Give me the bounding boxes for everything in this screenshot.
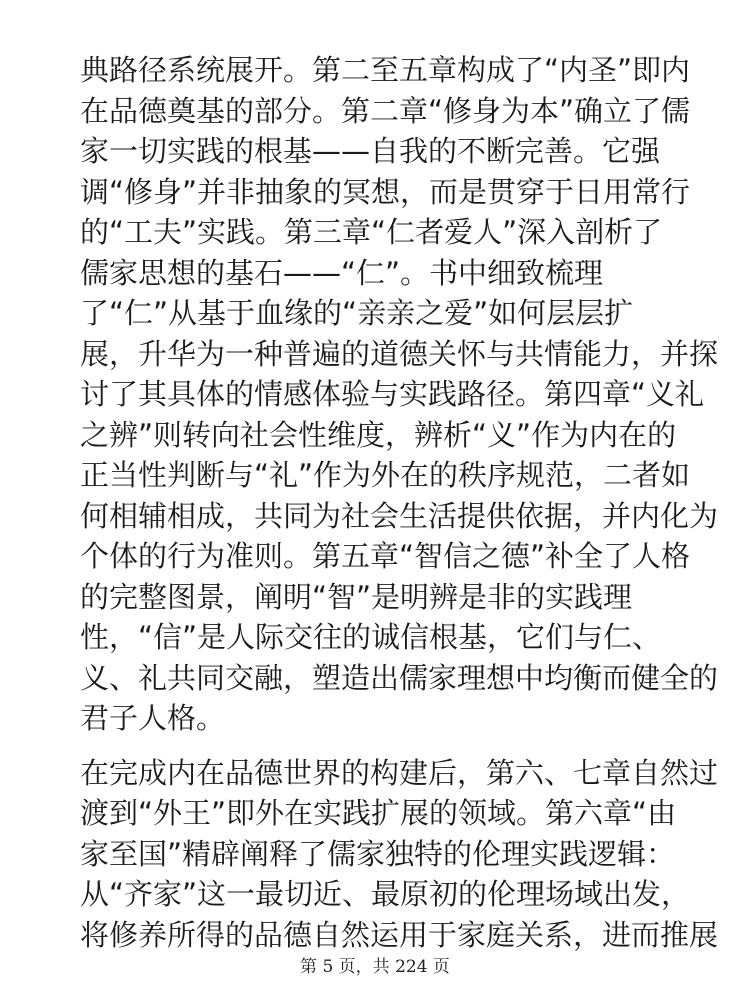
page-content [80, 50, 719, 955]
paragraph-1 [80, 50, 719, 739]
text-line: 何相辅相成，共同为社会生活提供依据，并内化为 [80, 498, 719, 533]
text-line: 展，升华为一种普遍的道德关怀与共情能力，并探 [80, 336, 719, 371]
text-line: 在品德奠基的部分。第二章“修身为本”确立了儒 [80, 93, 691, 128]
text-line: 家至国”精辟阐释了儒家独特的伦理实践逻辑： [80, 836, 676, 871]
text-line: 君子人格。 [80, 701, 226, 735]
text-line: 义、礼共同交融，塑造出儒家理想中均衡而健全的 [80, 660, 719, 695]
paragraph-2 [80, 753, 719, 956]
page-number-footer: 第 5 页，共 224 页 [300, 957, 450, 977]
text-line: 儒家思想的基石——“仁”。书中细致梳理 [80, 255, 604, 290]
text-line: 性，“信”是人际交往的诚信根基，它们与仁、 [80, 620, 662, 654]
text-line: 的“工夫”实践。第三章“仁者爱人”深入剖析了 [80, 215, 663, 249]
text-line: 在完成内在品德世界的构建后，第六、七章自然过 [80, 755, 719, 790]
text-line: 之辨”则转向社会性维度，辨析“义”作为内在的 [80, 417, 677, 452]
text-line: 典路径系统展开。第二至五章构成了“内圣”即内 [80, 53, 691, 87]
text-line: 将修养所得的品德自然运用于家庭关系，进而推展 [80, 917, 719, 952]
text-line: 个体的行为准则。第五章“智信之德”补全了人格 [80, 539, 691, 573]
text-line: 渡到“外王”即外在实践扩展的领域。第六章“由 [80, 796, 677, 830]
text-line: 的完整图景，阐明“智”是明辨是非的实践理 [80, 579, 633, 614]
text-line: 调“修身”并非抽象的冥想，而是贯穿于日用常行 [80, 174, 691, 209]
text-line: 家一切实践的根基——自我的不断完善。它强 [80, 134, 661, 168]
text-line: 讨了其具体的情感体验与实践路径。第四章“义礼 [80, 377, 705, 411]
text-line: 正当性判断与“礼”作为外在的秩序规范，二者如 [80, 458, 691, 492]
text-line: 了“仁”从基于血缘的“亲亲之爱”如何层层扩 [80, 296, 634, 330]
text-line: 从“齐家”这一最切近、最原初的伦理场域出发， [80, 877, 691, 911]
